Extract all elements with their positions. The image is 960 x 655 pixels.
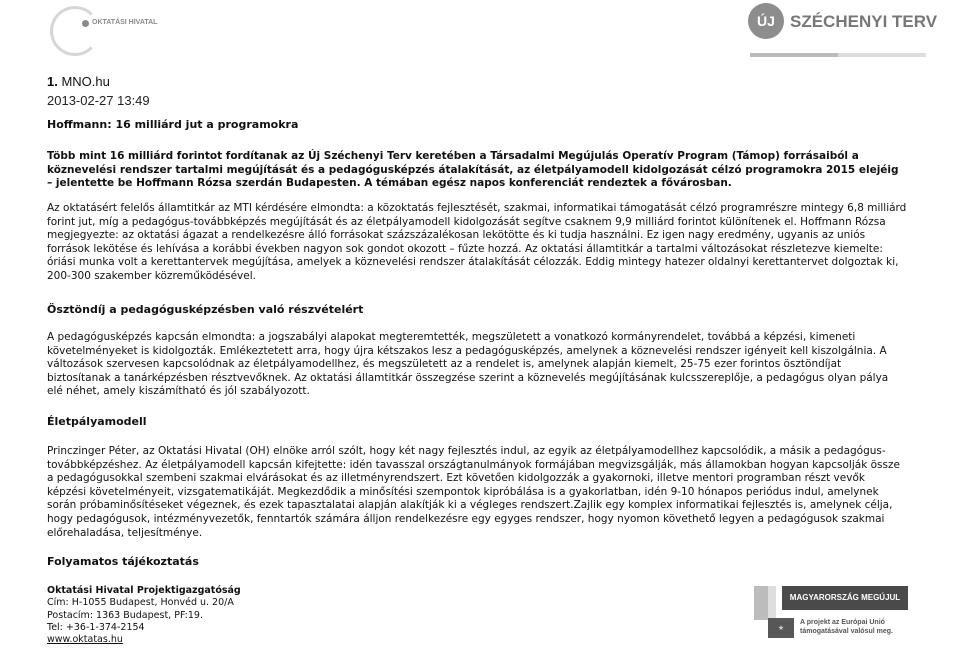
article-date: 2013-02-27 13:49 [47, 93, 150, 108]
footer-web-link[interactable]: www.oktatas.hu [47, 634, 123, 646]
article-title: Hoffmann: 16 milliárd jut a programokra [47, 118, 299, 131]
oktatasi-hivatal-logo [46, 4, 158, 54]
badge-banner: MAGYARORSZÁG MEGÚJUL [782, 586, 908, 610]
magyarorszag-megujul-badge [732, 576, 928, 652]
footer-contact [47, 585, 241, 646]
section-heading: Folyamatos tájékoztatás [47, 555, 199, 568]
szechenyi-terv-logo [748, 3, 938, 61]
logo-stripe [750, 53, 926, 57]
footer-org: Oktatási Hivatal Projektigazgatóság [47, 585, 241, 596]
source-number: 1. [47, 74, 58, 89]
flag-icon [754, 586, 776, 620]
article-paragraph: A pedagógusképzés kapcsán elmondta: a jogszabályi alapokat megteremtették, megszületett a vonatkozó kormányrendelet, továbbá a képzési, kimeneti követelményeket is kidolgozták. Emlékeztetett arra, hogy újra kétszakos lesz a pedagógusképzés, amelynek a köznevelési rendszer igényeit kell kiszolgálnia. A változások szervesen kapcsolódnak az életpályamodellhez, és megszületett az a rendelet is, amelynek alapján kiemelt, 25-75 ezer forintos ösztöndíjat biztosítanak a tanárképzésben résztvevőknek. Az oktatási államtitkár összegzése szerint a köznevelés megújításának kulcsszereplője, a pedagógus olyan pálya elé néhet, amely kiszámítható és jól szabályozott. [47, 331, 889, 398]
eu-flag-icon: ★ [768, 618, 794, 638]
uj-circle-icon: ÚJ [748, 3, 784, 39]
article-lead: Több mint 16 milliárd forintot fordítanak az Új Széchenyi Terv keretében a Társadalmi Megújulás Operatív Program (Támop) forrásaiból a köznevelési rendszer tartalmi megújítását és a pedagógusképzés átalakítását, az életpályamodell kidolgozását célzó programokra 2015 elejéig – jelentette be Hoffmann Rózsa szerdán Budapesten. A témában egész napos konferenciát rendeztek a fővárosban. [47, 150, 899, 190]
section-heading: Ösztöndíj a pedagógusképzésben való részvételért [47, 303, 364, 316]
logo-ring-icon [50, 6, 100, 56]
logo-right-text: SZÉCHENYI TERV [790, 12, 938, 31]
badge-eu-text: A projekt az Európai Unió támogatásával valósul meg. [800, 619, 893, 635]
footer-postal: Postacím: 1363 Budapest, PF:19. [47, 609, 203, 621]
section-heading: Életpályamodell [47, 415, 147, 428]
footer-address: Cím: H-1055 Budapest, Honvéd u. 20/A [47, 597, 234, 609]
article-paragraph: Princzinger Péter, az Oktatási Hivatal (OH) elnöke arról szólt, hogy két nagy fejlesztés indul, az egyik az életpályamodellhez kapcsolódik, a másik a pedagógus-továbbképzéshez. Az életpályamodell kapcsán kifejtette: idén tavasszal országtanulmányok formájában megvizsgálják, más államokban hogyan kapcsolják össze a pedagógusokkal szembeni szakmai elvárásokat és az illetményrendszert. Ezt követően kidolgozzák a gyakornoki, illetve mentori programban részt vevők képzési követelményeit, vizsgatematikáját. Megkezdődik a minősítési szempontok kipróbálása is a gyakorlatban, idén 9-10 hónapos periódus indul, amelynek során próbaminősítéseket végeznek, és ezek tapasztalatai alapján alakítják ki a végleges rendszert.Zajlik egy komplex informatikai fejlesztés is, amelynek célja, hogy pedagógusok, intézményvezetők, fenntartók számára álljon rendelkezésre egy egyges rendszer, hogy nyomon követhető legyen a pedagógusok szakmai előrehaladása, teljesítménye. [47, 445, 900, 539]
article-source [47, 74, 110, 89]
footer-phone: Tel: +36-1-374-2154 [47, 621, 145, 633]
source-name: MNO.hu [61, 74, 110, 89]
article-paragraph: Az oktatásért felelős államtitkár az MTI kérdésére elmondta: a közoktatás fejlesztését, szakmai, informatikai támogatását célzó programrészre mintegy 6,8 milliárd forint jut, míg a pedagógus-továbbképzés megújítását és az életpályamodell kidolgozását segítve csaknem 9,9 milliárd forintot különítenek el. Hoffmann Rózsa megjegyezte: az oktatási ágazat a rendelkezésre álló forrásokat százszázalékosan lekötötte és ki tudja használni. Ez igen nagy eredmény, ugyanis az uniós források lekötése és lehívása a korábbi években nagyon sok gondot okozott – fűzte hozzá. Az oktatási államtitkár a tartalmi változásokat részletezve kiemelte: óriási munka volt a kerettantervek megújítása, amelyek a köznevelési rendszer átalakítását célozzák. Eddig mintegy hatezer oldalnyi kerettantervet dolgoztak ki, 200-300 szakember közreműködésével. [47, 202, 907, 282]
logo-left-text: OKTATÁSI HIVATAL [92, 19, 158, 26]
logo-dot-icon [82, 20, 89, 27]
